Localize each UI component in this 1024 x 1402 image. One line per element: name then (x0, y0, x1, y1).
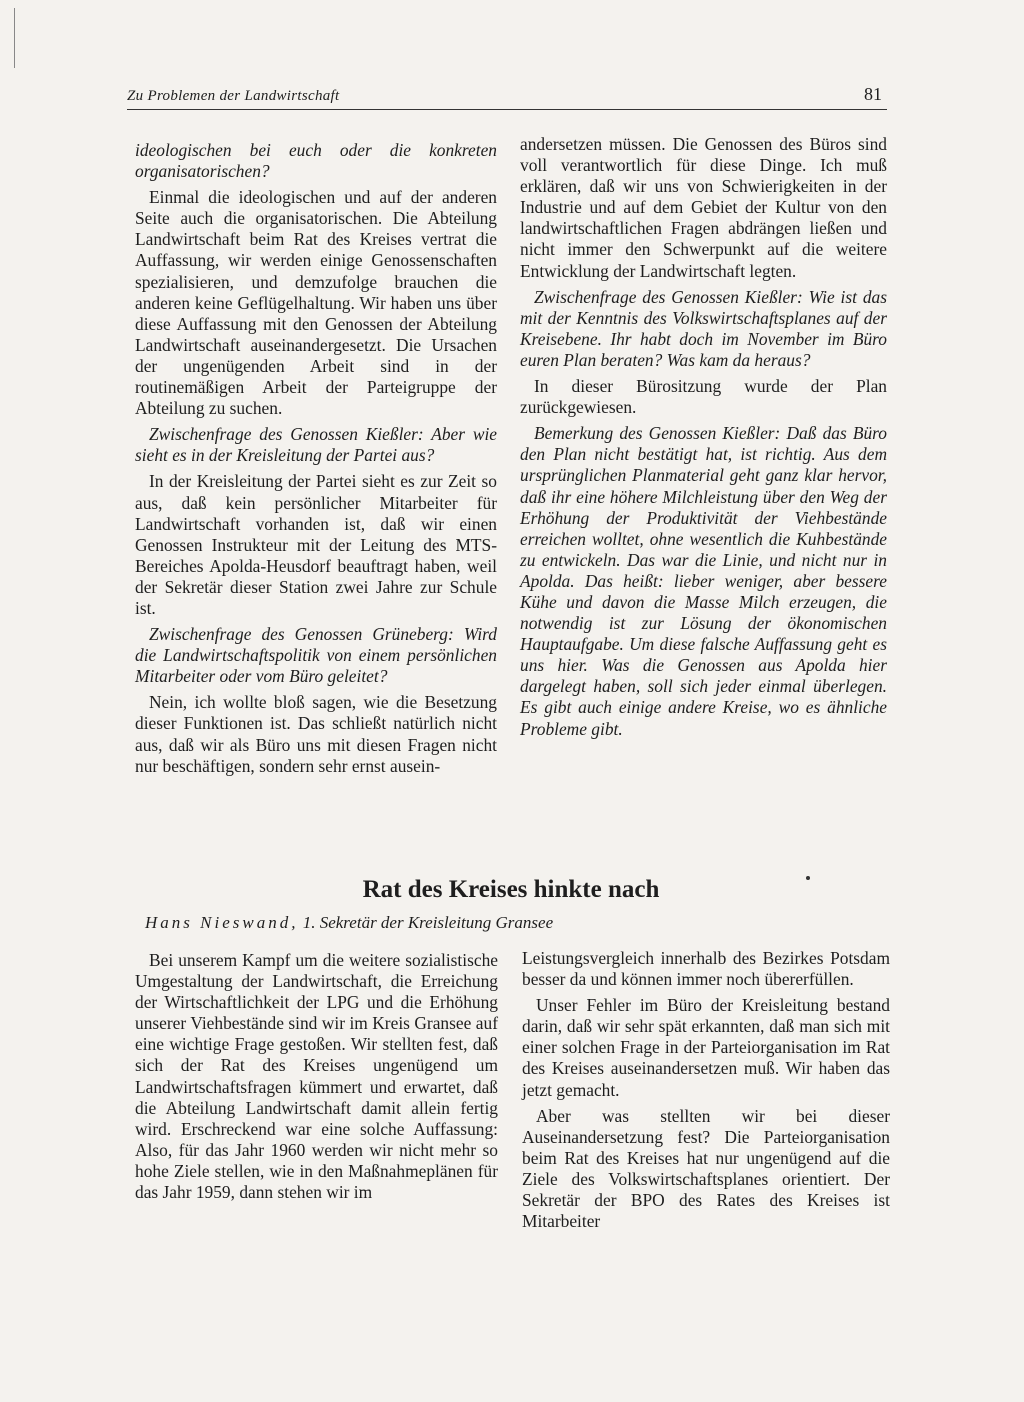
paragraph: Zwischenfrage des Genossen Grüneberg: Wird die Landwirtschaftspolitik von einem persönlichen Mitarbeiter oder vom Büro geleitet? (135, 624, 497, 687)
bottom-right-column (522, 948, 890, 1237)
page-number: 81 (864, 84, 882, 104)
paragraph: Leistungsvergleich innerhalb des Bezirkes Potsdam besser da und können immer noch übererfüllen. (522, 948, 890, 990)
paragraph: Bemerkung des Genossen Kießler: Daß das Büro den Plan nicht bestätigt hat, ist richtig. Aus dem ursprünglichen Planmaterial geht ganz klar hervor, daß ihr eine höhere Milchleistung über den Weg der Erhöhung der Produktivität der Viehbestände erreichen wolltet, ohne wesentlich die Kuhbestände zu entwickeln. Das war die Linie, und nicht nur in Apolda. Das heißt: lieber weniger, aber bessere Kühe und davon die Masse Milch erzeugen, die notwendig ist zur Lösung der ökonomischen Hauptaufgabe. Um diese falsche Auffassung geht es uns hier. Was die Genossen aus Apolda hier dargelegt haben, soll sich jeder einmal überlegen. Es gibt auch einige andere Kreise, wo es ähnliche Probleme gibt. (520, 423, 887, 739)
byline (145, 913, 887, 933)
paragraph: Bei unserem Kampf um die weitere sozialistische Umgestaltung der Landwirtschaft, die Erreichung der Wirtschaftlichkeit der LPG und die Erhöhung unserer Viehbestände sind wir im Kreis Gransee auf eine wichtige Frage gestoßen. Wir stellten fest, daß sich der Rat des Kreises ungenügend um Landwirtschaftsfragen kümmert und erwartet, daß die Abteilung Landwirtschaft damit allein fertig wird. Erschreckend war eine solche Auffassung: Also, für das Jahr 1960 werden wir nicht mehr so hohe Ziele stellen, wie in den Maßnahmeplänen für das Jahr 1959, dann stehen wir im (135, 950, 498, 1203)
top-right-column (520, 134, 887, 745)
paragraph: Zwischenfrage des Genossen Kießler: Aber wie sieht es in der Kreisleitung der Partei aus? (135, 424, 497, 466)
paragraph: Aber was stellten wir bei dieser Auseinandersetzung fest? Die Parteiorganisation beim Rat des Kreises hat nur ungenügend auf die Ziele des Volkswirtschaftsplanes orientiert. Der Sekretär der BPO des Rates des Kreises ist Mitarbeiter (522, 1105, 890, 1232)
paragraph: Unser Fehler im Büro der Kreisleitung bestand darin, daß wir sehr spät erkannten, daß man sich mit einer solchen Frage in der Parteiorganisation im Rat des Kreises auseinandersetzen muß. Wir haben das jetzt gemacht. (522, 995, 890, 1100)
paragraph: andersetzen müssen. Die Genossen des Büros sind voll verantwortlich für diese Dinge. Ich muß erklären, daß wir uns von Schwierigkeiten in der Industrie und auf dem Gebiet der Kultur von den landwirtschaftlichen Fragen abdrängen ließen und nicht immer den Schwerpunkt auf die weitere Entwicklung der Landwirtschaft legten. (520, 134, 887, 281)
paragraph: Nein, ich wollte bloß sagen, wie die Besetzung dieser Funktionen ist. Das schließt natürlich nicht aus, daß wir als Büro uns mit diesen Fragen nicht nur beschäftigen, sondern sehr ernst ausein- (135, 692, 497, 776)
running-title: Zu Problemen der Landwirtschaft (127, 88, 340, 104)
paragraph: In der Kreisleitung der Partei sieht es zur Zeit so aus, daß kein persönlicher Mitarbeiter für Landwirtschaft vorhanden ist, daß wir einen Genossen Instrukteur mit der Leitung des MTS-Bereiches Apolda-Heusdorf beauftragt haben, weil der Sekretär dieser Station zwei Jahre zur Schule ist. (135, 471, 497, 618)
section-heading: Rat des Kreises hinkte nach (362, 876, 660, 903)
header-rule (127, 109, 887, 110)
paragraph: Einmal die ideologischen und auf der anderen Seite auch die organisatorischen. Die Abteilung Landwirtschaft beim Rat des Kreises vertrat die Auffassung, wir werden einige Genossenschaften spezialisieren, und demzufolge brauchen die anderen keine Geflügelhaltung. Wir haben uns über diese Auffassung mit den Genossen der Abteilung Landwirtschaft auseinandergesetzt. Die Ursachen der ungenügenden Arbeit sind in der routinemäßigen Arbeit der Parteigruppe der Abteilung zu suchen. (135, 187, 497, 419)
paragraph: Zwischenfrage des Genossen Kießler: Wie ist das mit der Kenntnis des Volkswirtschaftsplanes auf der Kreisebene. Ihr habt doch im November im Büro euren Plan beraten? Was kam da heraus? (520, 286, 887, 370)
print-speck (806, 876, 810, 880)
running-head (127, 84, 887, 110)
top-left-column (135, 140, 497, 782)
margin-mark (14, 8, 15, 68)
paragraph: ideologischen bei euch oder die konkreten organisatorischen? (135, 140, 497, 182)
bottom-left-column (135, 950, 498, 1208)
byline-role: 1. Sekretär der Kreisleitung Gransee (302, 913, 554, 932)
byline-author: Hans Nieswand, (145, 913, 299, 932)
paragraph: In dieser Bürositzung wurde der Plan zurückgewiesen. (520, 376, 887, 418)
